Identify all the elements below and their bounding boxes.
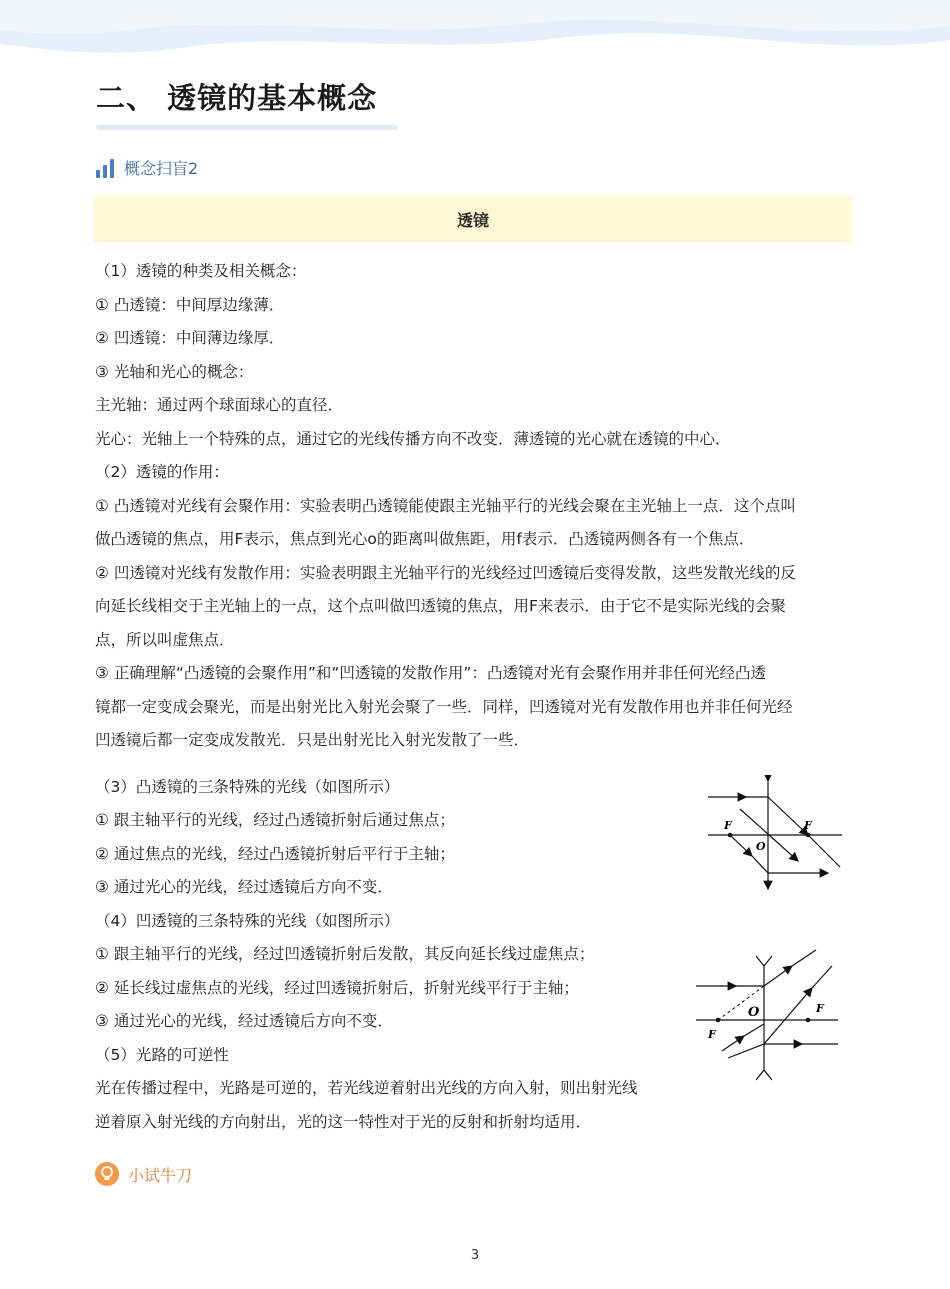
text-line: ② 通过焦点的光线，经过凸透镜折射后平行于主轴； — [95, 845, 455, 863]
convex-lens-diagram — [700, 775, 850, 897]
section-title: 二、 透镜的基本概念 — [96, 81, 378, 115]
optical-center-label: O — [748, 1005, 760, 1020]
page-number: 3 — [470, 1248, 480, 1263]
topic-banner: 透镜 — [94, 196, 852, 242]
practice-heading — [95, 1162, 192, 1186]
text-line: ② 凹透镜：中间薄边缘厚． — [95, 329, 285, 347]
text-line: （2）透镜的作用： — [95, 463, 229, 481]
text-line: ② 凹透镜对光线有发散作用：实验表明跟主光轴平行的光线经过凹透镜后变得发散，这些发散光线的反 — [95, 564, 796, 582]
text-line: ② 延长线过虚焦点的光线，经过凹透镜折射后，折射光线平行于主轴； — [95, 979, 579, 997]
concave-lens-diagram — [692, 948, 842, 1086]
text-line: 凹透镜后都一定变成发散光．只是出射光比入射光发散了一些． — [95, 731, 530, 749]
text-line: 向延长线相交于主光轴上的一点，这个点叫做凹透镜的焦点，用F来表示．由于它不是实际光线的会聚 — [95, 597, 786, 615]
title-underline — [96, 125, 398, 130]
text-line: ③ 光轴和光心的概念： — [95, 363, 254, 381]
text-line: ③ 通过光心的光线，经过透镜后方向不变． — [95, 1012, 393, 1030]
text-line: 光心：光轴上一个特殊的点，通过它的光线传播方向不改变．薄透镜的光心就在透镜的中心． — [95, 430, 731, 448]
text-line: （1）透镜的种类及相关概念： — [95, 262, 307, 280]
text-line: （3）凸透镜的三条特殊的光线（如图所示） — [95, 778, 400, 796]
text-line: ① 凸透镜：中间厚边缘薄． — [95, 296, 285, 314]
text-line: （5）光路的可逆性 — [95, 1046, 229, 1064]
text-line: ① 跟主轴平行的光线，经过凹透镜折射后发散，其反向延长线过虚焦点； — [95, 945, 595, 963]
optical-center-label: O — [756, 840, 766, 853]
concept-label: 概念扫盲2 — [124, 159, 199, 178]
text-line: 逆着原入射光线的方向射出，光的这一特性对于光的反射和折射均适用． — [95, 1113, 592, 1131]
text-line: 镜都一定变成会聚光，而是出射光比入射光会聚了一些．同样，凹透镜对光有发散作用也并非任何光经 — [95, 698, 793, 716]
focus-label-left: F — [708, 1028, 716, 1041]
focus-label-right: F — [804, 819, 812, 832]
text-line: ③ 通过光心的光线，经过透镜后方向不变． — [95, 878, 393, 896]
focus-label-left: F — [724, 819, 732, 832]
practice-label: 小试牛刀 — [128, 1165, 193, 1185]
lightbulb-icon — [95, 1162, 119, 1186]
text-line: 点，所以叫虚焦点． — [95, 631, 235, 649]
text-line: ① 跟主轴平行的光线，经过凸透镜折射后通过焦点； — [95, 811, 455, 829]
text-line: 做凸透镜的焦点，用F表示，焦点到光心o的距离叫做焦距，用f表示．凸透镜两侧各有一个焦点． — [95, 530, 755, 548]
text-line: （4）凹透镜的三条特殊的光线（如图所示） — [95, 912, 400, 930]
concept-heading — [96, 156, 198, 179]
text-line: ① 凸透镜对光线有会聚作用：实验表明凸透镜能使跟主光轴平行的光线会聚在主光轴上一点．这个点叫 — [95, 497, 796, 515]
focus-label-right: F — [816, 1002, 824, 1015]
bar-chart-icon — [96, 158, 114, 178]
text-line: ③ 正确理解“凸透镜的会聚作用”和“凹透镜的发散作用”：凸透镜对光有会聚作用并非任何光经凸透 — [95, 664, 766, 682]
text-line: 主光轴：通过两个球面球心的直径． — [95, 396, 344, 414]
text-line: 光在传播过程中，光路是可逆的，若光线逆着射出光线的方向入射，则出射光线 — [95, 1079, 638, 1097]
header-wave-decoration — [0, 0, 950, 70]
